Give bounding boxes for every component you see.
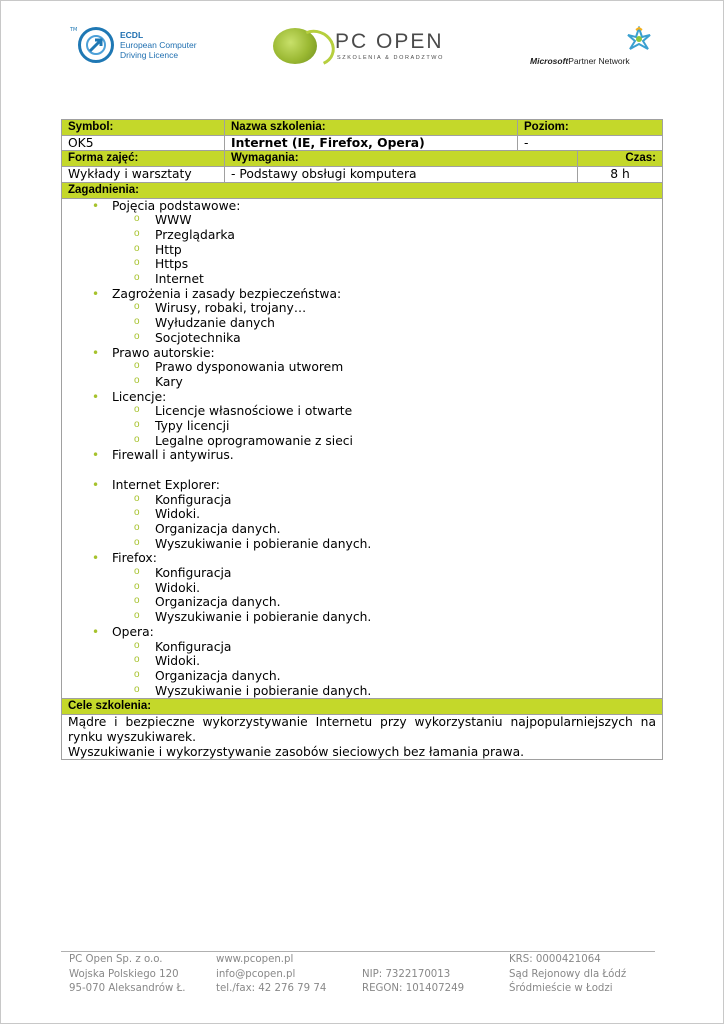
- topic-item: [112, 478, 656, 552]
- topic-item: [112, 287, 656, 346]
- goals-row: [62, 715, 663, 760]
- topic-title: Pojęcia podstawowe:: [112, 198, 241, 213]
- value-row-2: [62, 167, 663, 183]
- topic-title: Firewall i antywirus.: [112, 448, 234, 463]
- pcopen-name: PC OPEN: [335, 30, 444, 53]
- topic-title: Zagrożenia i zasady bezpieczeństwa:: [112, 286, 342, 301]
- subtopic-list: [112, 360, 656, 389]
- topic-item: [112, 346, 656, 390]
- subtopic-item: o Wyszukiwanie i pobieranie danych.: [155, 610, 656, 625]
- header-row-2: [62, 151, 663, 167]
- subtopic-item: o Wyszukiwanie i pobieranie danych.: [155, 537, 656, 552]
- ecdl-line1: ECDL: [120, 30, 144, 40]
- header-row-1: [62, 120, 663, 136]
- topic-item: [112, 390, 656, 449]
- topic-item: [112, 625, 656, 699]
- subtopic-item: o Licencje własnościowe i otwarte: [155, 404, 656, 419]
- topics-header-row: [62, 182, 663, 198]
- footer-court-location: Śródmieście w Łodzi: [509, 983, 613, 995]
- subtopic-item: o Kary: [155, 375, 656, 390]
- footer-regon: REGON: 101407249: [362, 983, 465, 995]
- topic-title: Prawo autorskie:: [112, 345, 215, 360]
- subtopic-item: o Widoki.: [155, 654, 656, 669]
- course-table: [61, 119, 663, 760]
- subtopic-item: o Wirusy, robaki, trojany…: [155, 301, 656, 316]
- subtopic-item: o Organizacja danych.: [155, 595, 656, 610]
- subtopic-item: o Wyszukiwanie i pobieranie danych.: [155, 684, 656, 699]
- footer-tax: [362, 953, 464, 997]
- subtopic-list: [112, 640, 656, 699]
- goals-header-row: [62, 699, 663, 715]
- topic-item: [112, 551, 656, 625]
- subtopic-item: o Wyłudzanie danych: [155, 316, 656, 331]
- ecdl-circle-icon: [78, 27, 114, 63]
- footer-city: 95-070 Aleksandrów Ł.: [69, 983, 186, 995]
- footer-email: info@pcopen.pl: [216, 968, 296, 980]
- goals-cell: [62, 715, 663, 760]
- footer-contact: [216, 953, 326, 997]
- microsoft-text: [530, 56, 630, 66]
- requirements-label: Wymagania:: [225, 151, 578, 167]
- subtopic-item: o Konfiguracja: [155, 493, 656, 508]
- footer-company: [69, 953, 186, 997]
- subtopic-item: o Http: [155, 243, 656, 258]
- footer-tax-blank: [362, 953, 464, 968]
- topics-cell: [62, 198, 663, 699]
- ecdl-text: [120, 30, 197, 60]
- level-value: -: [518, 135, 663, 151]
- footer-street: Wojska Polskiego 120: [69, 968, 179, 980]
- symbol-value: OK5: [62, 135, 225, 151]
- symbol-label: Symbol:: [62, 120, 225, 136]
- subtopic-item: o Konfiguracja: [155, 640, 656, 655]
- subtopic-item: o Internet: [155, 272, 656, 287]
- microsoft-partner-logo: [530, 26, 660, 68]
- subtopic-item: o Organizacja danych.: [155, 522, 656, 537]
- topic-item: [112, 199, 656, 287]
- ecdl-logo: [70, 27, 210, 69]
- goal-2: Wyszukiwanie i wykorzystywanie zasobów sieciowych bez łamania prawa.: [68, 744, 525, 759]
- ecdl-arrow-icon: [81, 30, 111, 60]
- footer-website: www.pcopen.pl: [216, 954, 294, 965]
- subtopic-item: o WWW: [155, 213, 656, 228]
- pcopen-logo: [273, 26, 463, 68]
- subtopic-item: o Przeglądarka: [155, 228, 656, 243]
- footer-company-name: PC Open Sp. z o.o.: [69, 954, 163, 965]
- ecdl-line3: Driving Licence: [120, 50, 179, 60]
- requirements-value: - Podstawy obsługi komputera: [225, 167, 578, 183]
- footer-court: Sąd Rejonowy dla Łódź: [509, 968, 627, 980]
- topic-item: [112, 448, 656, 463]
- subtopic-item: o Typy licencji: [155, 419, 656, 434]
- pcopen-tagline: SZKOLENIA & DORADZTWO: [337, 55, 444, 61]
- microsoft-brand: Microsoft: [530, 56, 569, 66]
- topic-title: Licencje:: [112, 389, 167, 404]
- ecdl-line2: European Computer: [120, 40, 197, 50]
- subtopic-item: o Socjotechnika: [155, 331, 656, 346]
- subtopic-list: [112, 213, 656, 287]
- partner-network-text: Partner Network: [568, 56, 630, 66]
- subtopic-list: [112, 566, 656, 625]
- footer-registry: [509, 953, 626, 997]
- subtopic-item: o Legalne oprogramowanie z sieci: [155, 434, 656, 449]
- subtopic-item: o Https: [155, 257, 656, 272]
- subtopic-list: [112, 404, 656, 448]
- subtopic-item: o Widoki.: [155, 581, 656, 596]
- footer-krs: KRS: 0000421064: [509, 954, 601, 965]
- topic-title: Opera:: [112, 624, 154, 639]
- footer-phone: tel./fax: 42 276 79 74: [216, 983, 327, 995]
- time-value: 8 h: [578, 167, 663, 183]
- subtopic-list: [112, 493, 656, 552]
- footer-divider: [61, 951, 655, 952]
- subtopic-item: o Prawo dysponowania utworem: [155, 360, 656, 375]
- topic-title: Firefox:: [112, 551, 157, 566]
- subtopic-item: o Organizacja danych.: [155, 669, 656, 684]
- trademark-mark: TM: [70, 27, 78, 33]
- subtopic-item: o Widoki.: [155, 507, 656, 522]
- time-label: Czas:: [578, 151, 663, 167]
- footer-nip: NIP: 7322170013: [362, 968, 451, 980]
- form-value: Wykłady i warsztaty: [62, 167, 225, 183]
- subtopic-item: o Konfiguracja: [155, 566, 656, 581]
- value-row-1: [62, 135, 663, 151]
- partner-network-icon: [626, 26, 652, 52]
- topics-list: [68, 199, 656, 699]
- subtopic-list: [112, 301, 656, 345]
- name-label: Nazwa szkolenia:: [225, 120, 518, 136]
- topics-row: [62, 198, 663, 699]
- topics-label: Zagadnienia:: [62, 182, 663, 198]
- level-label: Poziom:: [518, 120, 663, 136]
- goals-label: Cele szkolenia:: [62, 699, 663, 715]
- goal-1: Mądre i bezpieczne wykorzystywanie Internetu przy wykorzystaniu najpopularniejszych na rynku wyszukiwarek.: [68, 715, 657, 744]
- course-name-value: Internet (IE, Firefox, Opera): [225, 135, 518, 151]
- form-label: Forma zajęć:: [62, 151, 225, 167]
- topic-title: Internet Explorer:: [112, 477, 220, 492]
